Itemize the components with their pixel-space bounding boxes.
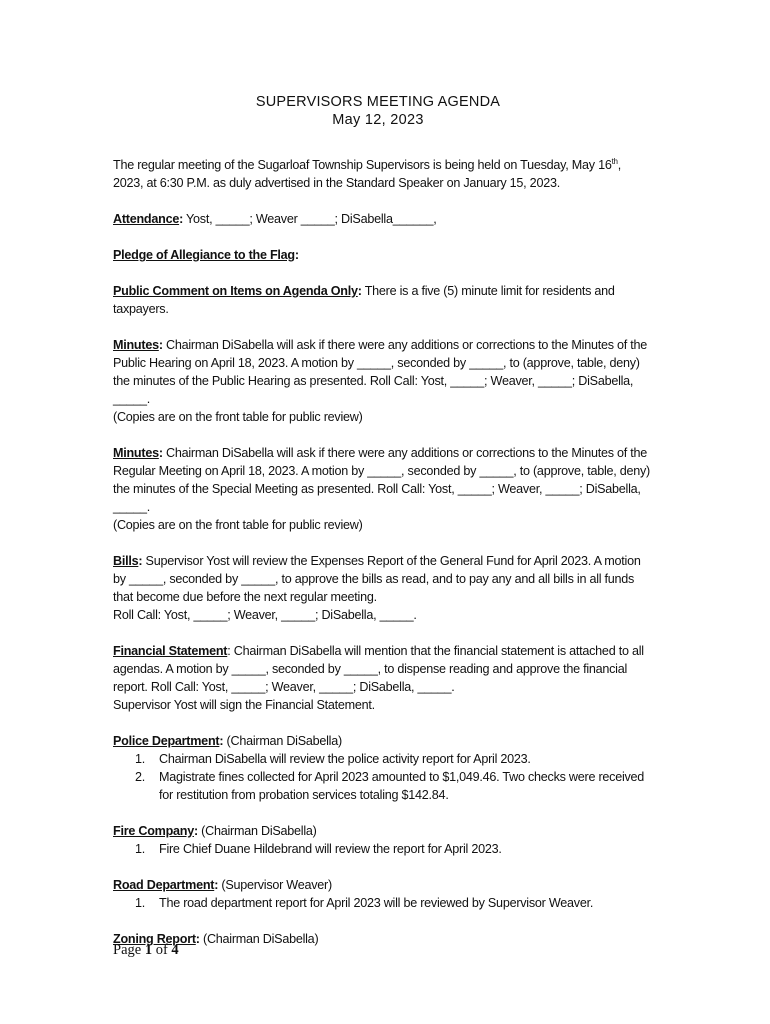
list-item-text: Fire Chief Duane Hildebrand will review the report for April 2023. <box>159 842 502 856</box>
road-text: (Supervisor Weaver) <box>218 878 332 892</box>
intro-paragraph <box>113 156 653 192</box>
zoning-text: (Chairman DiSabella) <box>199 932 319 946</box>
public-comment-colon: : <box>357 284 362 298</box>
zoning-report-section <box>113 930 653 948</box>
police-department-section <box>113 732 653 750</box>
document-title: SUPERVISORS MEETING AGENDA <box>255 94 501 110</box>
intro-text-end: , 2023, at 6:30 P.M. as duly advertised in the Standard Speaker on January 15, 2023. <box>113 158 621 190</box>
minutes-public-text: Chairman DiSabella will ask if there were any additions or corrections to the Minutes of the Public Hearing on April 18, 2023. A motion by _____, seconded by _____, to (approve, table, deny) the minutes of the Public Hearing as presented. Roll Call: Yost, _____; Weaver, _____; DiSabella, _____. <box>113 338 648 406</box>
financial-sign-note: Supervisor Yost will sign the Financial Statement. <box>113 698 375 712</box>
public-comment-label: Public Comment on Items on Agenda Only <box>113 284 358 298</box>
list-item <box>113 840 653 858</box>
police-department-label: Police Department <box>113 734 220 748</box>
minutes-colon: : <box>158 446 163 460</box>
minutes-colon: : <box>158 338 163 352</box>
page-number-footer <box>113 942 179 959</box>
minutes-regular-meeting-section <box>113 444 653 516</box>
list-number: 1. <box>135 752 146 766</box>
public-comment-section <box>113 282 653 318</box>
financial-text: Chairman DiSabella will mention that the financial statement is attached to all agendas. A motion by _____, seconded by _____, to dispense reading and approve the financial report. Roll Call: Yost, _____; Weaver, _____; DiSabella, _____. <box>113 644 644 694</box>
list-number: 1. <box>135 896 146 910</box>
road-department-label: Road Department <box>113 878 215 892</box>
list-item <box>113 750 653 768</box>
police-colon: : <box>219 734 224 748</box>
road-colon: : <box>214 878 219 892</box>
fire-company-section <box>113 822 653 840</box>
police-list <box>113 750 653 804</box>
agenda-page <box>113 93 653 948</box>
list-number: 2. <box>135 770 146 784</box>
fire-colon: : <box>193 824 198 838</box>
minutes-regular-note: (Copies are on the front table for public review) <box>113 518 363 532</box>
pledge-section <box>113 246 653 264</box>
minutes-public-note: (Copies are on the front table for public review) <box>113 410 363 424</box>
minutes-public-hearing-section <box>113 336 653 408</box>
fire-text: (Chairman DiSabella) <box>197 824 317 838</box>
fire-company-label: Fire Company <box>113 824 194 838</box>
zoning-colon: : <box>195 932 200 946</box>
minutes-label: Minutes <box>113 446 159 460</box>
bills-colon: : <box>138 554 143 568</box>
list-item <box>113 768 653 804</box>
pledge-label: Pledge of Allegiance to the Flag <box>113 248 295 262</box>
attendance-section <box>113 210 653 228</box>
police-text: (Chairman DiSabella) <box>223 734 342 748</box>
list-item <box>113 894 653 912</box>
list-item-text: The road department report for April 2023 will be reviewed by Supervisor Weaver. <box>159 896 594 910</box>
list-item-text: Magistrate fines collected for April 2023 amounted to $1,049.46. Two checks were received for restitution from probation services totaling $142.84. <box>159 770 645 802</box>
financial-colon: : <box>227 644 231 658</box>
bills-section <box>113 552 653 606</box>
footer-of: of <box>152 942 172 958</box>
pledge-colon: : <box>294 248 299 262</box>
zoning-report-label: Zoning Report <box>113 932 196 946</box>
document-date: May 12, 2023 <box>332 112 424 128</box>
road-list <box>113 894 653 912</box>
minutes-regular-text: Chairman DiSabella will ask if there were any additions or corrections to the Minutes of the Regular Meeting on April 18, 2023. A motion by _____, seconded by _____, to (approve, table, deny) the minutes of the Special Meeting as presented. Roll Call: Yost, _____; Weaver, _____; DiSabella, _____. <box>113 446 651 514</box>
total-pages: 4 <box>171 942 179 958</box>
minutes-label: Minutes <box>113 338 159 352</box>
road-department-section <box>113 876 653 894</box>
attendance-label: Attendance <box>113 212 180 226</box>
attendance-text: Yost, _____; Weaver _____; DiSabella______, <box>183 212 437 226</box>
public-comment-text: There is a five (5) minute limit for residents and taxpayers. <box>113 284 615 316</box>
list-item-text: Chairman DiSabella will review the police activity report for April 2023. <box>159 752 531 766</box>
bills-text: Supervisor Yost will review the Expenses Report of the General Fund for April 2023. A motion by _____, seconded by _____, to approve the bills as read, and to pay any and all bills in all funds that become due before the next regular meeting. <box>113 554 641 604</box>
intro-text: The regular meeting of the Sugarloaf Township Supervisors is being held on Tuesday, May 16 <box>113 158 612 172</box>
financial-statement-label: Financial Statement <box>113 644 228 658</box>
fire-list <box>113 840 653 858</box>
list-number: 1. <box>135 842 146 856</box>
bills-roll-call: Roll Call: Yost, _____; Weaver, _____; DiSabella, _____. <box>113 608 417 622</box>
financial-statement-section <box>113 642 653 696</box>
intro-superscript: th <box>611 157 618 166</box>
footer-prefix: Page <box>113 942 145 958</box>
attendance-colon: : <box>179 212 184 226</box>
current-page-number: 1 <box>144 942 153 958</box>
bills-label: Bills <box>113 554 139 568</box>
